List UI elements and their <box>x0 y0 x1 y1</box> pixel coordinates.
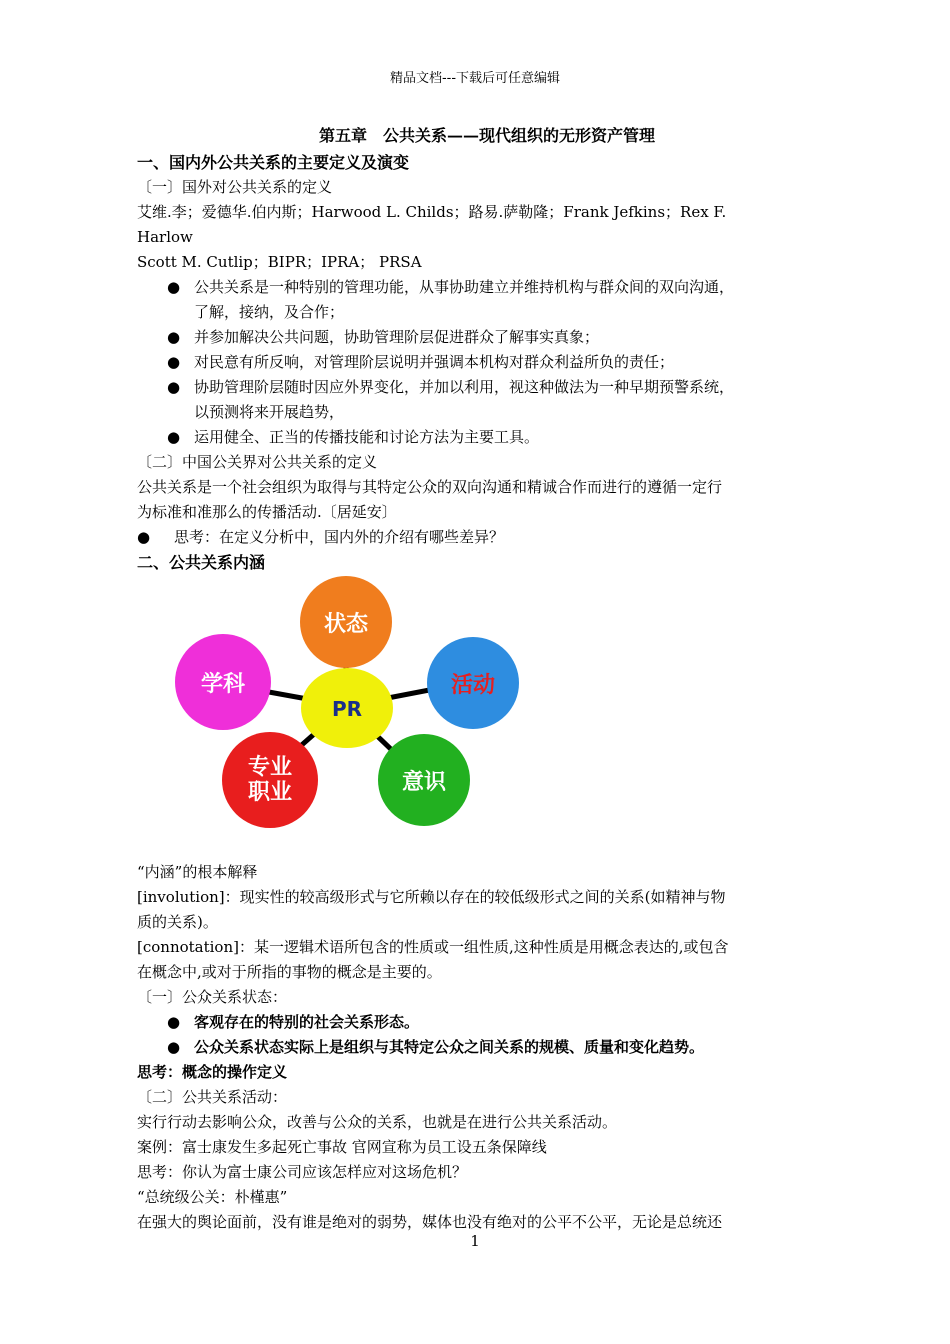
quote-text: “总统级公关：朴槿惠” <box>137 1188 288 1206</box>
think-question: ● 思考：在定义分析中，国内外的介绍有哪些差异？ <box>137 525 837 550</box>
definition-line1: 公共关系是一个社会组织为取得与其特定公众的双向沟通和精诚合作而进行的遵循一定行 <box>137 478 723 496</box>
activity-text: 实行行动去影响公众，改善与公众的关系，也就是在进行公共关系活动。 <box>137 1113 618 1131</box>
list-item: ● 并参加解决公共问题，协助管理阶层促进群众了解事实真象； <box>137 325 837 350</box>
think-operational: 思考：概念的操作定义 <box>137 1063 288 1081</box>
list-item: ● 对民意有所反响，对管理阶层说明并强调本机构对群众利益所负的责任； <box>137 350 837 375</box>
section1-heading: 一、国内外公共关系的主要定义及演变 <box>137 153 410 172</box>
names-line1: 艾维.李；爱德华.伯内斯；Harwood L. Childs；路易.萨勒隆；Frank Jefkins；Rex F. <box>137 203 727 221</box>
involution-line2: 质的关系)。 <box>137 913 218 931</box>
diagram-svg <box>137 575 837 860</box>
bullet-icon: ● <box>167 328 181 346</box>
list-item: ● 客观存在的特别的社会关系形态。 <box>137 1010 837 1035</box>
node-discipline-label: 学科 <box>200 671 246 697</box>
pr-connotation-diagram <box>137 575 837 860</box>
section2-sub2: 〔二〕公共关系活动： <box>137 1088 288 1106</box>
page-header: 精品文档---下载后可任意编辑 <box>389 71 561 86</box>
list-item: ● 公众关系状态实际上是组织与其特定公众之间关系的规模、质量和变化趋势。 <box>137 1035 837 1060</box>
document-body <box>137 122 837 1235</box>
think-foxconn: 思考：你认为富士康公司应该怎样应对这场危机？ <box>137 1163 468 1181</box>
connotation-line2: 在概念中,或对于所指的事物的概念是主要的。 <box>137 963 442 981</box>
bullet-icon: ● <box>167 428 181 446</box>
bullet-icon: ● <box>137 528 151 546</box>
section1-sub2: 〔二〕中国公关界对公共关系的定义 <box>137 453 378 471</box>
definition-line2: 为标准和准那么的传播活动.〔居延安〕 <box>137 503 397 521</box>
bullet-icon: ● <box>167 378 181 396</box>
node-profession-label1: 专业 <box>247 754 293 780</box>
section2-sub1: 〔一〕公众关系状态： <box>137 988 288 1006</box>
list-item: ● 协助管理阶层随时因应外界变化，并加以利用，视这种做法为一种早期预警系统， 以预测将来开展趋势， <box>137 375 837 425</box>
page-number: 1 <box>470 1232 480 1250</box>
node-activity-label: 活动 <box>450 672 496 698</box>
chapter-title: 第五章 公共关系——现代组织的无形资产管理 <box>318 126 655 145</box>
bullet-icon: ● <box>167 353 181 371</box>
list-item: ● 运用健全、正当的传播技能和讨论方法为主要工具。 <box>137 425 837 450</box>
bullet-icon: ● <box>167 1013 181 1031</box>
involution-line1: [involution]：现实性的较高级形式与它所赖以存在的较低级形式之间的关系(如精神与物 <box>137 888 726 906</box>
section2-heading: 二、公共关系内涵 <box>137 553 266 572</box>
node-state-label: 状态 <box>323 611 369 637</box>
section1-sub1: 〔一〕国外对公共关系的定义 <box>137 178 333 196</box>
names-line2: Harlow <box>137 228 193 246</box>
node-awareness-label: 意识 <box>401 769 447 795</box>
last-line: 在强大的舆论面前，没有谁是绝对的弱势，媒体也没有绝对的公平不公平，无论是总统还 <box>137 1213 723 1231</box>
node-profession-label2: 职业 <box>247 779 293 805</box>
connotation-line1: [connotation]：某一逻辑术语所包含的性质或一组性质,这种性质是用概念表达的,或包含 <box>137 938 729 956</box>
node-center-label: PR <box>331 697 363 721</box>
list-item: ● 公共关系是一种特别的管理功能，从事协助建立并维持机构与群众间的双向沟通， 了解，接纳，及合作； <box>137 275 837 325</box>
names-line3: Scott M. Cutlip；BIPR；IPRA； PRSA <box>137 253 422 271</box>
case-text: 案例：富士康发生多起死亡事故 官网宣称为员工设五条保障线 <box>137 1138 547 1156</box>
meaning-title: “内涵”的根本解释 <box>137 863 258 881</box>
bullet-icon: ● <box>167 1038 181 1056</box>
bullet-icon: ● <box>167 278 181 296</box>
